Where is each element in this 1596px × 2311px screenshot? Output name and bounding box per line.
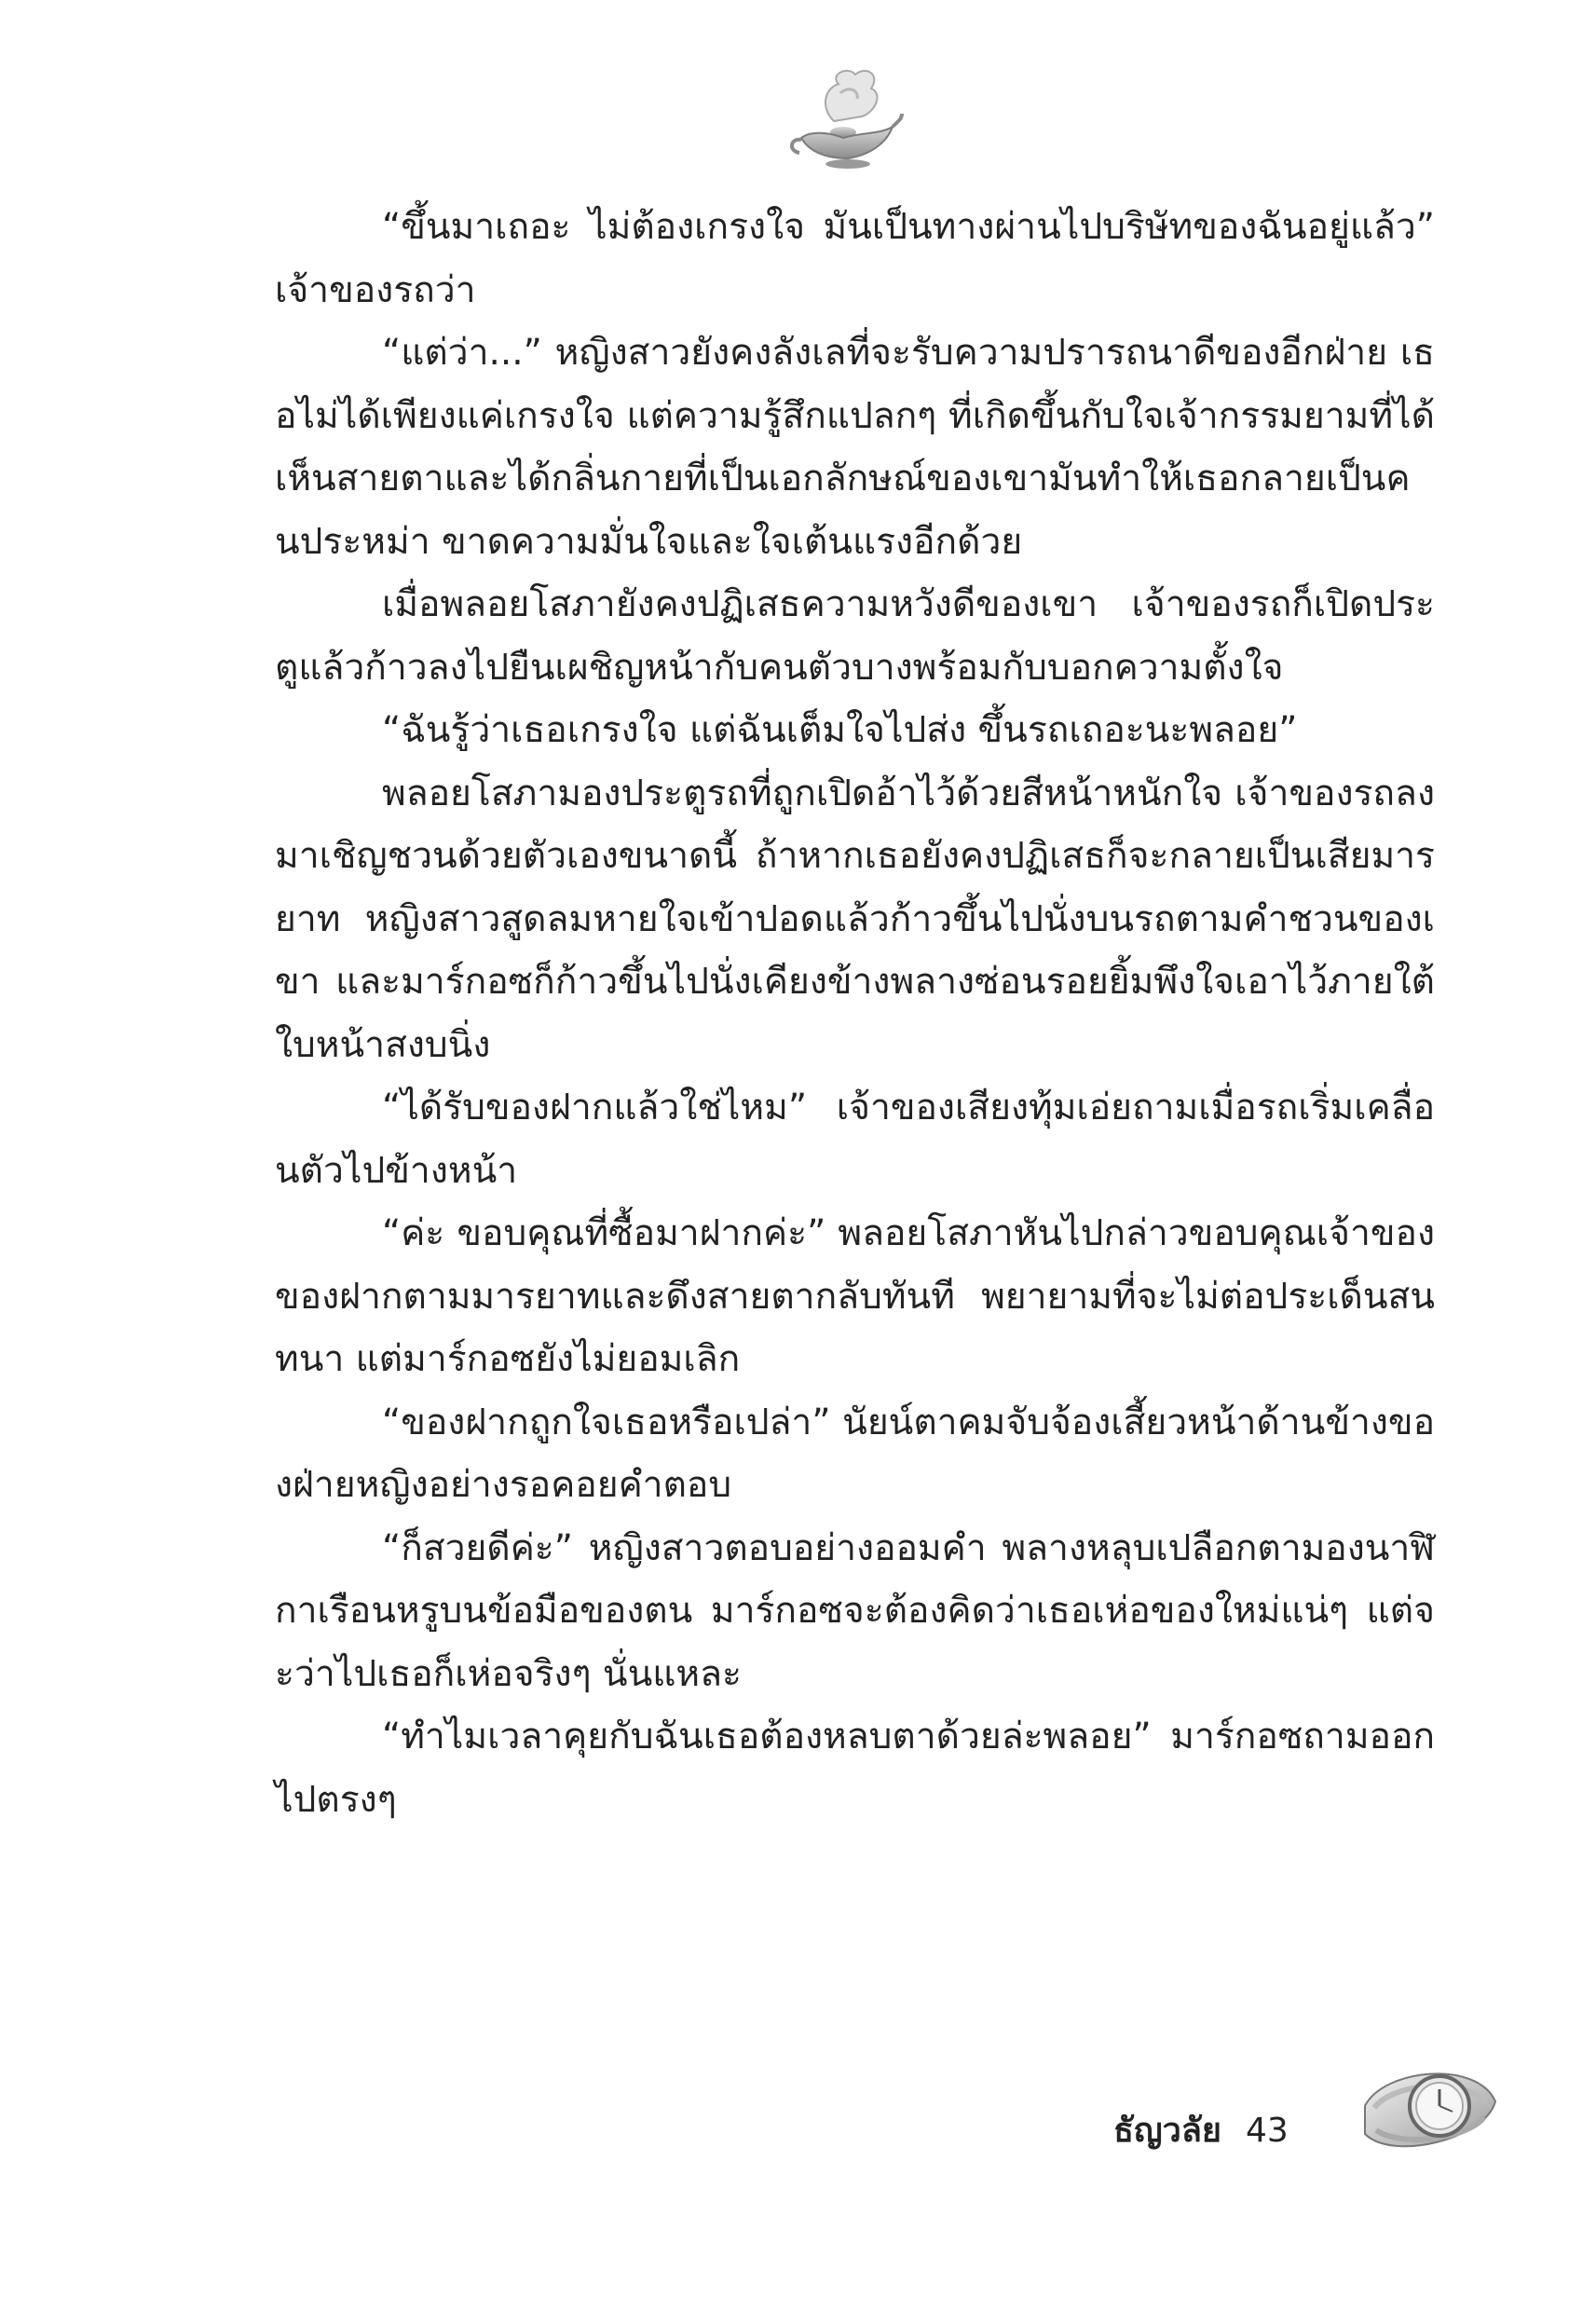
paragraph: “ก็สวยดีค่ะ” หญิงสาวตอบอย่างออมคำ พลางหลุบเปลือกตามองนาฬิกาเรือนหรูบนข้อมือของตน มาร์กอซจะต้องคิดว่าเธอเห่อของใหม่แน่ๆ แต่จะว่าไปเธอก็เห่อจริงๆ นั่นแหละ <box>275 1526 1435 1695</box>
page-footer <box>1113 2103 1289 2156</box>
genie-lamp-icon <box>783 65 904 177</box>
book-title: ธัญวลัย <box>1113 2112 1222 2150</box>
paragraph: “แต่ว่า...” หญิงสาวยังคงลังเลที่จะรับความปรารถนาดีของอีกฝ่าย เธอไม่ได้เพียงแค่เกรงใจ แต่ความรู้สึกแปลกๆ ที่เกิดขึ้นกับใจเจ้ากรรมยามที่ได้เห็นสายตาและได้กลิ่นกายที่เป็นเอกลักษณ์ของเขามันทำให้เธอกลายเป็นคนประหม่า ขาดความมั่นใจและใจเต้นแรงอีกด้วย <box>275 332 1435 563</box>
wristwatch-icon <box>1356 2050 1505 2171</box>
paragraph: พลอยโสภามองประตูรถที่ถูกเปิดอ้าไว้ด้วยสีหน้าหนักใจ เจ้าของรถลงมาเชิญชวนด้วยตัวเองขนาดนี้ ถ้าหากเธอยังคงปฏิเสธก็จะกลายเป็นเสียมารยาท หญิงสาวสูดลมหายใจเข้าปอดแล้วก้าวขึ้นไปนั่งบนรถตามคำชวนของเขา และมาร์กอซก็ก้าวขึ้นไปนั่งเคียงข้างพลางซ่อนรอยยิ้มพึงใจเอาไว้ภายใต้ใบหน้าสงบนิ่ง <box>275 772 1435 1066</box>
page-number: 43 <box>1246 2112 1289 2150</box>
paragraph: “ได้รับของฝากแล้วใช่ไหม” เจ้าของเสียงทุ้มเอ่ยถามเมื่อรถเริ่มเคลื่อนตัวไปข้างหน้า <box>275 1087 1435 1192</box>
paragraph: “ของฝากถูกใจเธอหรือเปล่า” นัยน์ตาคมจับจ้องเสี้ยวหน้าด้านข้างของฝ่ายหญิงอย่างรอคอยคำตอบ <box>275 1401 1435 1506</box>
paragraph: “ทำไมเวลาคุยกับฉันเธอต้องหลบตาด้วยล่ะพลอย” มาร์กอซถามออกไปตรงๆ <box>275 1716 1435 1821</box>
paragraph: เมื่อพลอยโสภายังคงปฏิเสธความหวังดีของเขา เจ้าของรถก็เปิดประตูแล้วก้าวลงไปยืนเผชิญหน้ากับคนตัวบางพร้อมกับบอกความตั้งใจ <box>275 583 1435 689</box>
paragraph: “ค่ะ ขอบคุณที่ซื้อมาฝากค่ะ” พลอยโสภาหันไปกล่าวขอบคุณเจ้าของของฝากตามมารยาทและดึงสายตากลับทันที พยายามที่จะไม่ต่อประเด็นสนทนา แต่มาร์กอซยังไม่ยอมเลิก <box>275 1212 1435 1380</box>
paragraph: “ฉันรู้ว่าเธอเกรงใจ แต่ฉันเต็มใจไปส่ง ขึ้นรถเถอะนะพลอย” <box>382 709 1298 751</box>
paragraph: “ขึ้นมาเถอะ ไม่ต้องเกรงใจ มันเป็นทางผ่านไปบริษัทของฉันอยู่แล้ว” เจ้าของรถว่า <box>275 206 1435 311</box>
body-text <box>275 196 1435 1831</box>
